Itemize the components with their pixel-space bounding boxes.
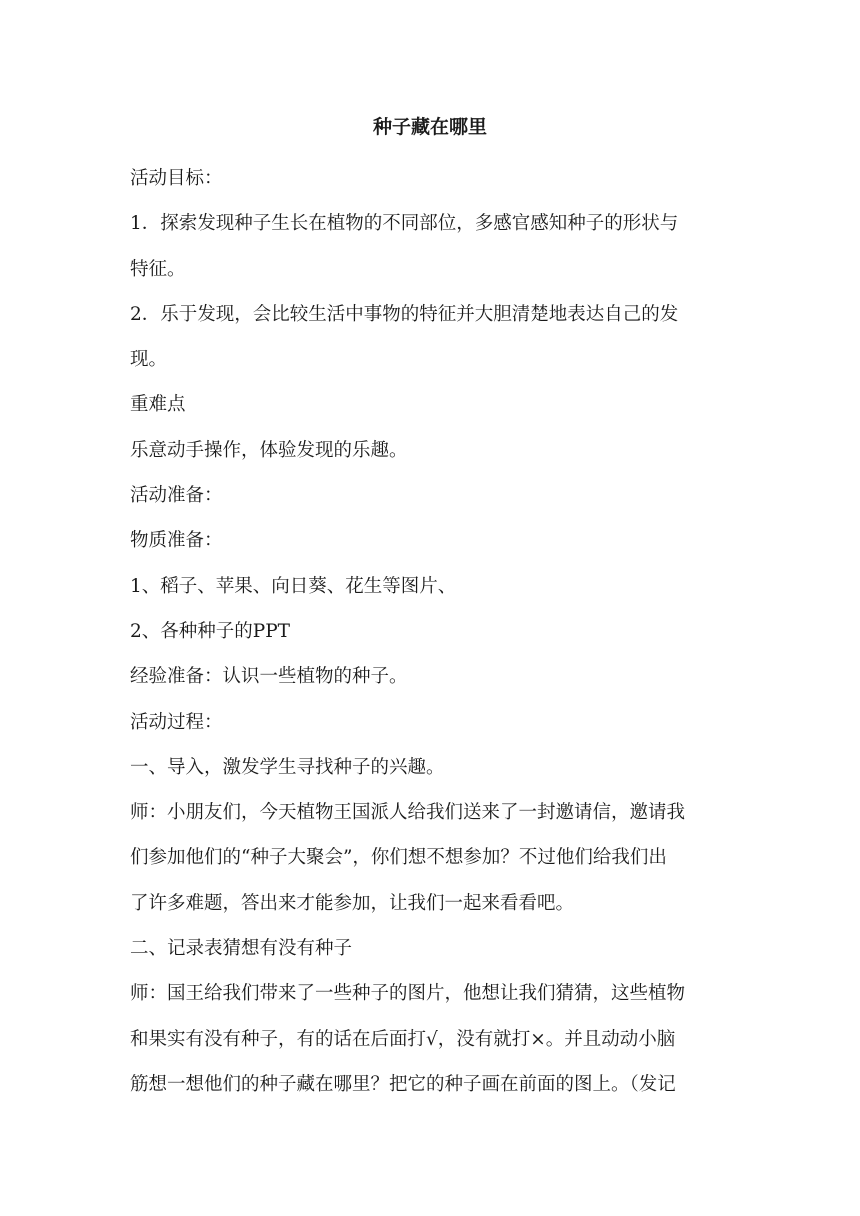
body-line: 了许多难题，答出来才能参加，让我们一起来看看吧。 bbox=[130, 892, 575, 914]
body-line: 经验准备：认识一些植物的种子。 bbox=[130, 666, 408, 688]
body-line: 活动过程： bbox=[130, 711, 223, 733]
body-line: 一、导入，激发学生寻找种子的兴趣。 bbox=[130, 756, 445, 778]
body-line: 1、稻子、苹果、向日葵、花生等图片、 bbox=[130, 575, 457, 597]
body-line: 现。 bbox=[130, 349, 168, 371]
body-line: 重难点 bbox=[130, 394, 186, 416]
body-line: 乐意动手操作，体验发现的乐趣。 bbox=[130, 439, 408, 461]
body-line: 筋想一想他们的种子藏在哪里？把它的种子画在前面的图上。（发记 bbox=[130, 1073, 676, 1095]
body-line: 师：国王给我们带来了一些种子的图片，他想让我们猜猜，这些植物 bbox=[130, 983, 686, 1005]
body-line: 2、各种种子的PPT bbox=[130, 620, 291, 642]
body-line: 二、记录表猜想有没有种子 bbox=[130, 938, 353, 960]
document-body bbox=[130, 156, 730, 1107]
body-line: 1．探索发现种子生长在植物的不同部位，多感官感知种子的形状与 bbox=[130, 213, 679, 235]
body-line: 活动准备： bbox=[130, 485, 223, 507]
body-line: 2．乐于发现，会比较生活中事物的特征并大胆清楚地表达自己的发 bbox=[130, 303, 679, 325]
body-line: 活动目标： bbox=[130, 168, 223, 189]
body-line: 和果实有没有种子，有的话在后面打√，没有就打×。并且动动小脑 bbox=[130, 1028, 676, 1050]
body-line: 物质准备： bbox=[130, 530, 223, 552]
document-title: 种子藏在哪里 bbox=[372, 116, 487, 138]
body-line: 们参加他们的“种子大聚会”，你们想不想参加？不过他们给我们出 bbox=[130, 847, 667, 869]
body-line: 特征。 bbox=[130, 258, 186, 280]
body-line: 师：小朋友们，今天植物王国派人给我们送来了一封邀请信，邀请我 bbox=[130, 802, 686, 824]
